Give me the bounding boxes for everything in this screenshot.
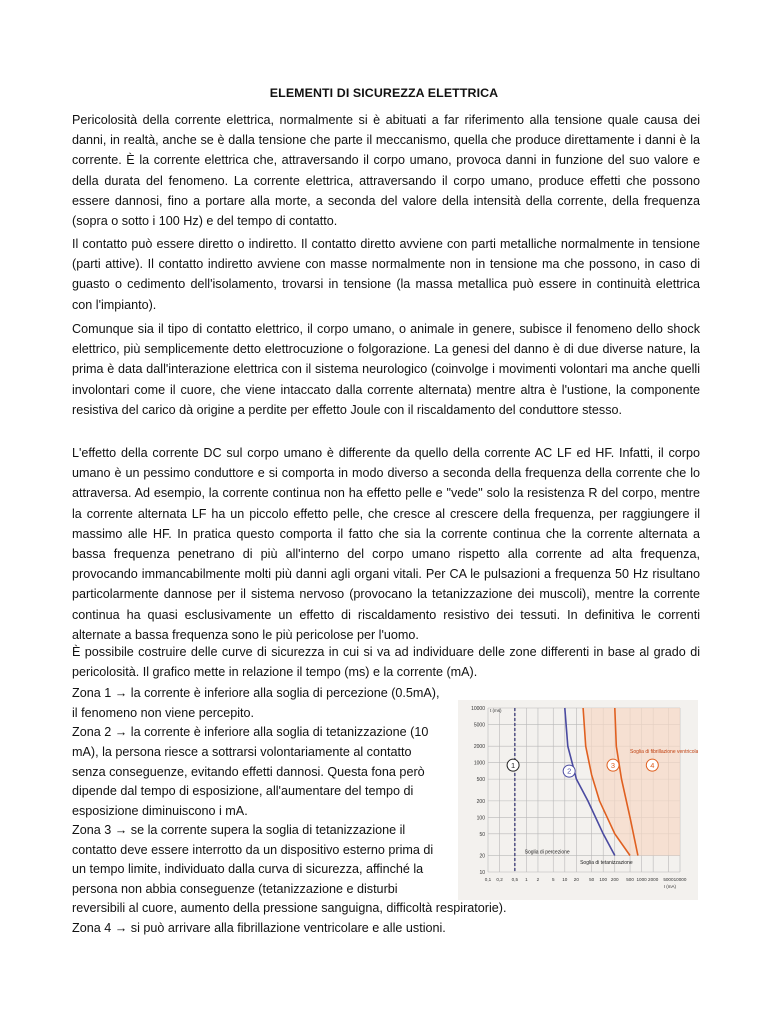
paragraph-curve: È possibile costruire delle curve di sicurezza in cui si va ad individuare delle zone differenti in base al grado di pericolosità. Il grafico mette in relazione il tempo (ms) e la corrente (mA). bbox=[72, 645, 700, 680]
zone-line: esposizione diminuiscono i mA. bbox=[72, 804, 248, 818]
zone-line: Zona 1 → la corrente è inferiore alla soglia di percezione (0.5mA), bbox=[72, 686, 440, 700]
paragraph-pericolosita: Pericolosità della corrente elettrica, normalmente si è abituati a far riferimento alla tensione quale causa dei danni, in realtà, anche se è dalla tensione che parte il meccanismo, quella che produce direttamente i danni è la corrente. È la corrente elettrica che, attraversando il corpo umano, provoca danni in funzione del suo valore e della durata del fenomeno. La corrente elettrica, attraversando il corpo umano, produce effetti che possono essere dannosi, fino a portare alla morte, a seconda del valore della intensità della corrente, della frequenza (sopra o sotto i 100 Hz) e del tempo di contatto. bbox=[72, 113, 700, 229]
zone-line: persona non abbia conseguenze (tetanizzazione e disturbi bbox=[72, 882, 398, 896]
x-tick-label: 1000 bbox=[636, 877, 647, 882]
zone-number: 1 bbox=[510, 760, 516, 770]
paragraph-shock: Comunque sia il tipo di contatto elettrico, il corpo umano, o animale in genere, subisce il fenomeno dello shock elettrico, più semplicemente detto elettrocuzione o folgorazione. La genesi del danno è di due diverse nature, la prima è data dall'interazione elettrica con il sistema neurologico (coinvolge i movimenti volontari ma anche quelli involontari come il cuore, che viene intaccato dalla corrente alternata) mentre altra è l'ustione, la componente resistiva del carico dà origine a perdite per effetto Joule con il riscaldamento del conduttore stesso. bbox=[72, 322, 700, 417]
y-axis-label: t (ms) bbox=[490, 708, 502, 713]
x-tick-label: 10 bbox=[562, 877, 568, 882]
x-axis-label: I (mA) bbox=[663, 884, 676, 889]
x-tick-label: 2000 bbox=[648, 877, 659, 882]
zone-line: dipende dal tempo di esposizione, all'aumentare del tempo di bbox=[72, 784, 414, 798]
x-tick-label: 5000 bbox=[663, 877, 674, 882]
x-tick-label: 0,1 bbox=[484, 877, 492, 882]
x-tick-label: 500 bbox=[626, 877, 634, 882]
page-title: ELEMENTI DI SICUREZZA ELETTRICA bbox=[269, 86, 499, 100]
x-tick-label: 20 bbox=[573, 877, 579, 882]
y-tick-label: 5000 bbox=[473, 722, 485, 729]
y-tick-label: 200 bbox=[476, 798, 485, 805]
annotation-percezione: Soglia di percezione bbox=[524, 849, 570, 856]
safety-curve-chart bbox=[458, 700, 698, 900]
y-tick-label: 2000 bbox=[473, 744, 485, 751]
zone-line: il fenomeno non viene percepito. bbox=[72, 706, 255, 720]
paragraph-contatto: Il contatto può essere diretto o indiretto. Il contatto diretto avviene con parti metalliche normalmente in tensione (parti attive). Il contatto indiretto avviene con masse normalmente non in tensione ma che possono, in caso di guasto o cedimento dell'isolamento, trovarsi in tensione (la massa metallica può essere in continuità elettrica con l'impianto). bbox=[72, 237, 700, 312]
zone-line: contatto deve essere interrotto da un dispositivo esterno prima di bbox=[72, 843, 434, 857]
x-tick-label: 2 bbox=[536, 877, 540, 882]
zone-number: 3 bbox=[610, 760, 616, 770]
annotation-fibrillazione: Soglia di fibrillazione ventricolare bbox=[630, 749, 698, 756]
y-tick-label: 100 bbox=[476, 815, 485, 822]
x-tick-label: 200 bbox=[610, 877, 619, 882]
zone-line: Zona 4 → si può arrivare alla fibrillazione ventricolare e alle ustioni. bbox=[72, 921, 446, 935]
paragraph-effetto-dc: L'effetto della corrente DC sul corpo umano è differente da quello della corrente AC LF ed HF. Infatti, il corpo umano è un pessimo conduttore e si comporta in modo diverso a seconda della frequenza della corrente che lo attraversa. Ad esempio, la corrente continua non ha effetto pelle e "vede" solo la resistenza R del corpo, mentre la corrente alternata LF ha un piccolo effetto pelle, che cresce al crescere della frequenza, per raggiungere il massimo alle HF. In pratica questo comporta il fatto che sia la corrente continua che la corrente alternata a bassa frequenza penetrano di più all'interno del corpo umano rispetto alla corrente ad alta frequenza, provocando immancabilmente molti più danni agli organi vitali. Per CA le pulsazioni a frequenza 50 Hz risultano particolarmente dannose per il sistema nervoso (provocano la tetanizzazione dei muscoli), mentre la corrente continua ha quasi esclusivamente un effetto di riscaldamento resistivo dei tessuti. In definitiva le correnti alternate a bassa frequenza sono le più pericolose per l'uomo. bbox=[72, 446, 700, 642]
y-tick-label: 1000 bbox=[473, 760, 485, 767]
y-tick-label: 20 bbox=[479, 853, 485, 860]
x-tick-label: 50 bbox=[589, 877, 595, 882]
x-tick-label: 100 bbox=[599, 877, 608, 882]
x-tick-label: 10000 bbox=[673, 877, 687, 882]
zone-line: reversibili al cuore, aumento della pressione sanguigna, difficoltà respiratorie). bbox=[72, 901, 507, 915]
y-tick-label: 10 bbox=[479, 870, 485, 876]
y-tick-label: 10000 bbox=[471, 706, 485, 712]
x-tick-label: 1 bbox=[525, 877, 528, 882]
zone-number: 4 bbox=[650, 760, 655, 770]
annotation-tetanizzazione: Soglia di tetanizzazione bbox=[580, 860, 633, 867]
zone-line: Zona 2 → la corrente è inferiore alla soglia di tetanizzazione (10 bbox=[72, 725, 429, 739]
x-tick-label: 0,2 bbox=[496, 877, 503, 882]
zone-line: mA), la persona riesce a sottrarsi volontariamente al contatto bbox=[72, 745, 412, 759]
zone-number: 2 bbox=[567, 766, 572, 776]
zone-line: Zona 3 → se la corrente supera la soglia di tetanizzazione il bbox=[72, 823, 406, 837]
zone-line: un tempo limite, individuato dalla curva di sicurezza, affinché la bbox=[72, 862, 424, 876]
y-tick-label: 50 bbox=[479, 831, 485, 838]
y-tick-label: 500 bbox=[476, 777, 485, 784]
zone-line: senza conseguenze, evitando effetti dannosi. Questa fona però bbox=[72, 765, 425, 779]
x-tick-label: 5 bbox=[551, 877, 555, 882]
x-tick-label: 0,5 bbox=[511, 877, 519, 882]
chart-svg bbox=[458, 700, 698, 900]
